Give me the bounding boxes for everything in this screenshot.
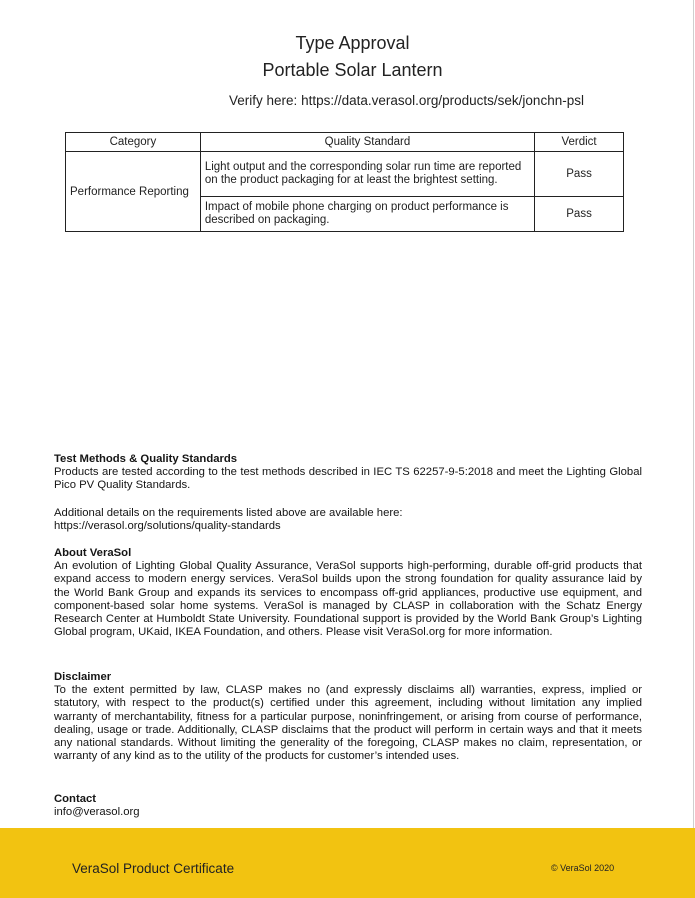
about-text: An evolution of Lighting Global Quality Assurance, VeraSol supports high-performing, durable off-grid products that expand access to modern energy services. VeraSol builds upon the strong foundation for quality assurance laid by the World Bank Group and expands its services to encompass off-grid appliances, productive use equipment, and component-based solar home systems. VeraSol is managed by CLASP in collaboration with the Schatz Energy Research Center at Humboldt State University. Foundational support is provided by the World Bank Group’s Lighting Global program, UKaid, IKEA Foundation, and others. Please visit VeraSol.org for more information.	[54, 560, 642, 639]
standard-cell: Light output and the corresponding solar run time are reported on the product packaging for at least the brightest setting.	[200, 152, 534, 197]
verify-label: Verify here:	[229, 93, 298, 108]
standard-cell: Impact of mobile phone charging on product performance is described on packaging.	[200, 197, 534, 232]
footer-title: VeraSol Product Certificate	[72, 861, 235, 876]
column-header-verdict: Verdict	[535, 133, 624, 152]
verify-line	[229, 93, 584, 108]
additional-details-text: Additional details on the requirements listed above are available here:	[54, 507, 403, 519]
test-methods-section	[54, 453, 642, 493]
verdict-cell: Pass	[535, 197, 624, 232]
verdict-cell: Pass	[535, 152, 624, 197]
test-methods-text: Products are tested according to the test methods described in IEC TS 62257-9-5:2018 and meet the Lighting Global Pico PV Quality Standards.	[54, 466, 642, 492]
about-section	[54, 547, 642, 639]
page-title: Type Approval	[295, 33, 410, 53]
column-header-category: Category	[66, 133, 201, 152]
title-block	[0, 30, 695, 84]
contact-email[interactable]: info@verasol.org	[54, 806, 140, 819]
quality-standards-link[interactable]: https://verasol.org/solutions/quality-standards	[54, 520, 281, 533]
category-cell: Performance Reporting	[66, 152, 201, 232]
quality-standards-table	[65, 132, 624, 232]
verify-link[interactable]: https://data.verasol.org/products/sek/jonchn-psl	[301, 93, 584, 108]
contact-section	[54, 793, 642, 819]
page-subtitle: Portable Solar Lantern	[262, 60, 443, 80]
footer-copyright: © VeraSol 2020	[551, 863, 615, 873]
disclaimer-text: To the extent permitted by law, CLASP makes no (and expressly disclaims all) warranties, express, implied or statutory, with respect to the product(s) certified under this agreement, including without limitation any implied warranty of merchantability, fitness for a particular purpose, noninfringement, or arising from course of performance, dealing, usage or trade. Additionally, CLASP disclaims that the product will perform in certain ways and that it meets any national standards. Without limiting the generality of the foregoing, CLASP makes no claim, representation, or warranty of any kind as to the utility of the products for customer’s intended uses.	[54, 684, 642, 763]
contact-heading: Contact	[54, 793, 97, 805]
table-row	[66, 152, 624, 197]
column-header-quality-standard: Quality Standard	[200, 133, 534, 152]
disclaimer-heading: Disclaimer	[54, 671, 112, 683]
disclaimer-section	[54, 671, 642, 763]
test-methods-heading: Test Methods & Quality Standards	[54, 453, 238, 465]
additional-details-section	[54, 507, 642, 533]
footer-bar	[0, 828, 695, 898]
table-header-row	[66, 133, 624, 152]
about-heading: About VeraSol	[54, 547, 132, 559]
